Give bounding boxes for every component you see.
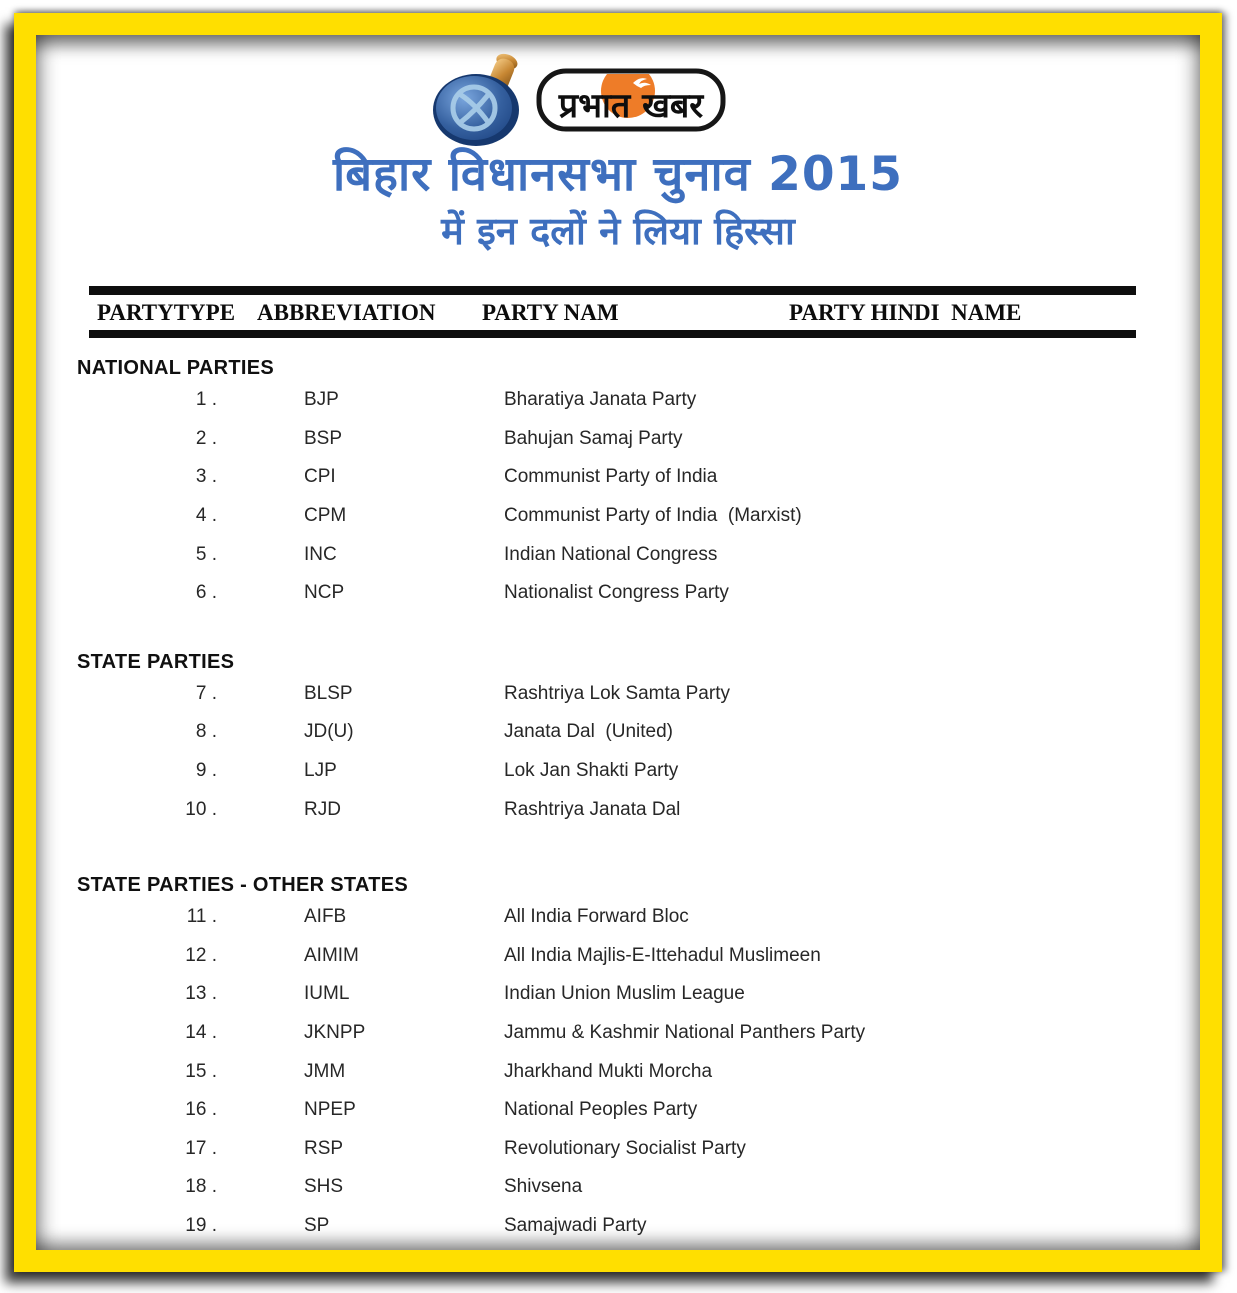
table-row — [89, 1014, 1136, 1053]
row-number: 17 . — [185, 1137, 217, 1159]
row-abbreviation: AIFB — [304, 906, 347, 928]
row-abbreviation: NPEP — [304, 1099, 356, 1121]
table-row — [89, 1207, 1136, 1246]
page-title-line2: में इन दलों ने लिया हिस्सा — [441, 209, 795, 253]
row-party-name: Samajwadi Party — [504, 1214, 647, 1236]
table-row — [89, 497, 1136, 536]
table-row — [89, 1130, 1136, 1169]
row-abbreviation: RSP — [304, 1137, 344, 1159]
table-body — [77, 355, 1136, 1245]
row-party-name: Bharatiya Janata Party — [504, 389, 697, 411]
table-row — [89, 937, 1136, 976]
row-number: 2 . — [195, 427, 217, 449]
page-title-line1: बिहार विधानसभा चुनाव 2015 — [333, 147, 903, 202]
table-row — [89, 535, 1136, 574]
row-party-name: Shivsena — [504, 1176, 583, 1198]
row-number: 18 . — [185, 1176, 217, 1198]
section-rows — [89, 675, 1136, 829]
row-abbreviation: CPI — [304, 466, 336, 488]
row-party-name: Lok Jan Shakti Party — [504, 760, 679, 782]
row-party-name: Janata Dal (United) — [504, 721, 673, 743]
row-abbreviation: SP — [304, 1214, 330, 1236]
row-abbreviation: BSP — [304, 427, 343, 449]
row-number: 16 . — [185, 1099, 217, 1121]
row-number: 13 . — [185, 983, 217, 1005]
table-row — [89, 574, 1136, 613]
table-row — [89, 790, 1136, 829]
section-title: NATIONAL PARTIES — [77, 357, 275, 379]
row-number: 14 . — [185, 1022, 217, 1044]
row-abbreviation: AIMIM — [304, 944, 359, 966]
row-number: 5 . — [195, 543, 217, 565]
party-section — [77, 872, 1136, 1245]
column-header-party-hindi-name: PARTY HINDI NAME — [789, 300, 1022, 325]
row-party-name: Rashtriya Janata Dal — [504, 798, 681, 820]
brand-logo — [36, 55, 1160, 145]
table-row — [89, 675, 1136, 714]
row-number: 11 . — [186, 906, 217, 928]
row-number: 19 . — [185, 1214, 217, 1236]
section-title: STATE PARTIES — [77, 650, 235, 673]
section-title: STATE PARTIES - OTHER STATES — [77, 873, 408, 896]
table-row — [89, 1091, 1136, 1130]
row-number: 15 . — [185, 1060, 217, 1082]
row-party-name: All India Forward Bloc — [504, 906, 689, 928]
row-number: 10 . — [185, 798, 217, 820]
row-abbreviation: BLSP — [304, 682, 353, 704]
row-party-name: Revolutionary Socialist Party — [504, 1137, 746, 1159]
row-number: 7 . — [195, 682, 217, 704]
table-header-row — [89, 295, 1136, 330]
row-party-name: All India Majlis-E-Ittehadul Muslimeen — [504, 944, 821, 966]
page-frame — [14, 13, 1222, 1272]
table-row — [89, 1052, 1136, 1091]
row-number: 6 . — [195, 582, 217, 604]
row-abbreviation: INC — [304, 543, 337, 565]
row-abbreviation: SHS — [304, 1176, 344, 1198]
party-section — [77, 649, 1136, 829]
section-rows — [89, 898, 1136, 1245]
row-number: 12 . — [185, 944, 217, 966]
party-section — [77, 355, 1136, 613]
row-number: 4 . — [195, 505, 217, 527]
row-abbreviation: JMM — [304, 1060, 346, 1082]
column-header-partytype: PARTYTYPE — [97, 300, 236, 325]
row-party-name: Nationalist Congress Party — [504, 582, 729, 604]
row-number: 3 . — [195, 466, 217, 488]
table-row — [89, 1168, 1136, 1207]
column-header-party-name: PARTY NAM — [482, 300, 619, 325]
row-party-name: Communist Party of India — [504, 466, 718, 488]
row-party-name: National Peoples Party — [504, 1099, 698, 1121]
row-party-name: Indian National Congress — [504, 543, 718, 565]
brand-wordmark — [536, 68, 726, 132]
table-row — [89, 420, 1136, 459]
row-abbreviation: LJP — [304, 760, 337, 782]
row-abbreviation: BJP — [304, 389, 339, 411]
table-row — [89, 713, 1136, 752]
row-abbreviation: JD(U) — [304, 721, 354, 743]
row-party-name: Bahujan Samaj Party — [504, 427, 683, 449]
row-number: 1 . — [195, 389, 217, 411]
brand-name-text: प्रभात खबर — [558, 86, 704, 126]
row-party-name: Rashtriya Lok Samta Party — [504, 682, 730, 704]
page-content — [36, 35, 1200, 1250]
party-table — [77, 286, 1136, 1245]
row-abbreviation: JKNPP — [304, 1022, 366, 1044]
row-abbreviation: IUML — [304, 983, 350, 1005]
table-top-rule — [89, 286, 1136, 295]
table-row — [89, 898, 1136, 937]
table-row — [89, 458, 1136, 497]
table-row — [89, 975, 1136, 1014]
row-number: 9 . — [195, 760, 217, 782]
election-stamp-icon — [430, 52, 534, 148]
row-abbreviation: NCP — [304, 582, 345, 604]
table-bottom-rule — [89, 330, 1136, 338]
section-rows — [89, 381, 1136, 613]
row-party-name: Communist Party of India (Marxist) — [504, 505, 802, 527]
column-header-abbreviation: ABBREVIATION — [257, 300, 436, 325]
row-party-name: Indian Union Muslim League — [504, 983, 745, 1005]
table-row — [89, 752, 1136, 791]
row-abbreviation: CPM — [304, 505, 347, 527]
table-row — [89, 381, 1136, 420]
row-party-name: Jharkhand Mukti Morcha — [504, 1060, 713, 1082]
row-abbreviation: RJD — [304, 798, 341, 820]
row-number: 8 . — [195, 721, 217, 743]
row-party-name: Jammu & Kashmir National Panthers Party — [504, 1022, 866, 1044]
